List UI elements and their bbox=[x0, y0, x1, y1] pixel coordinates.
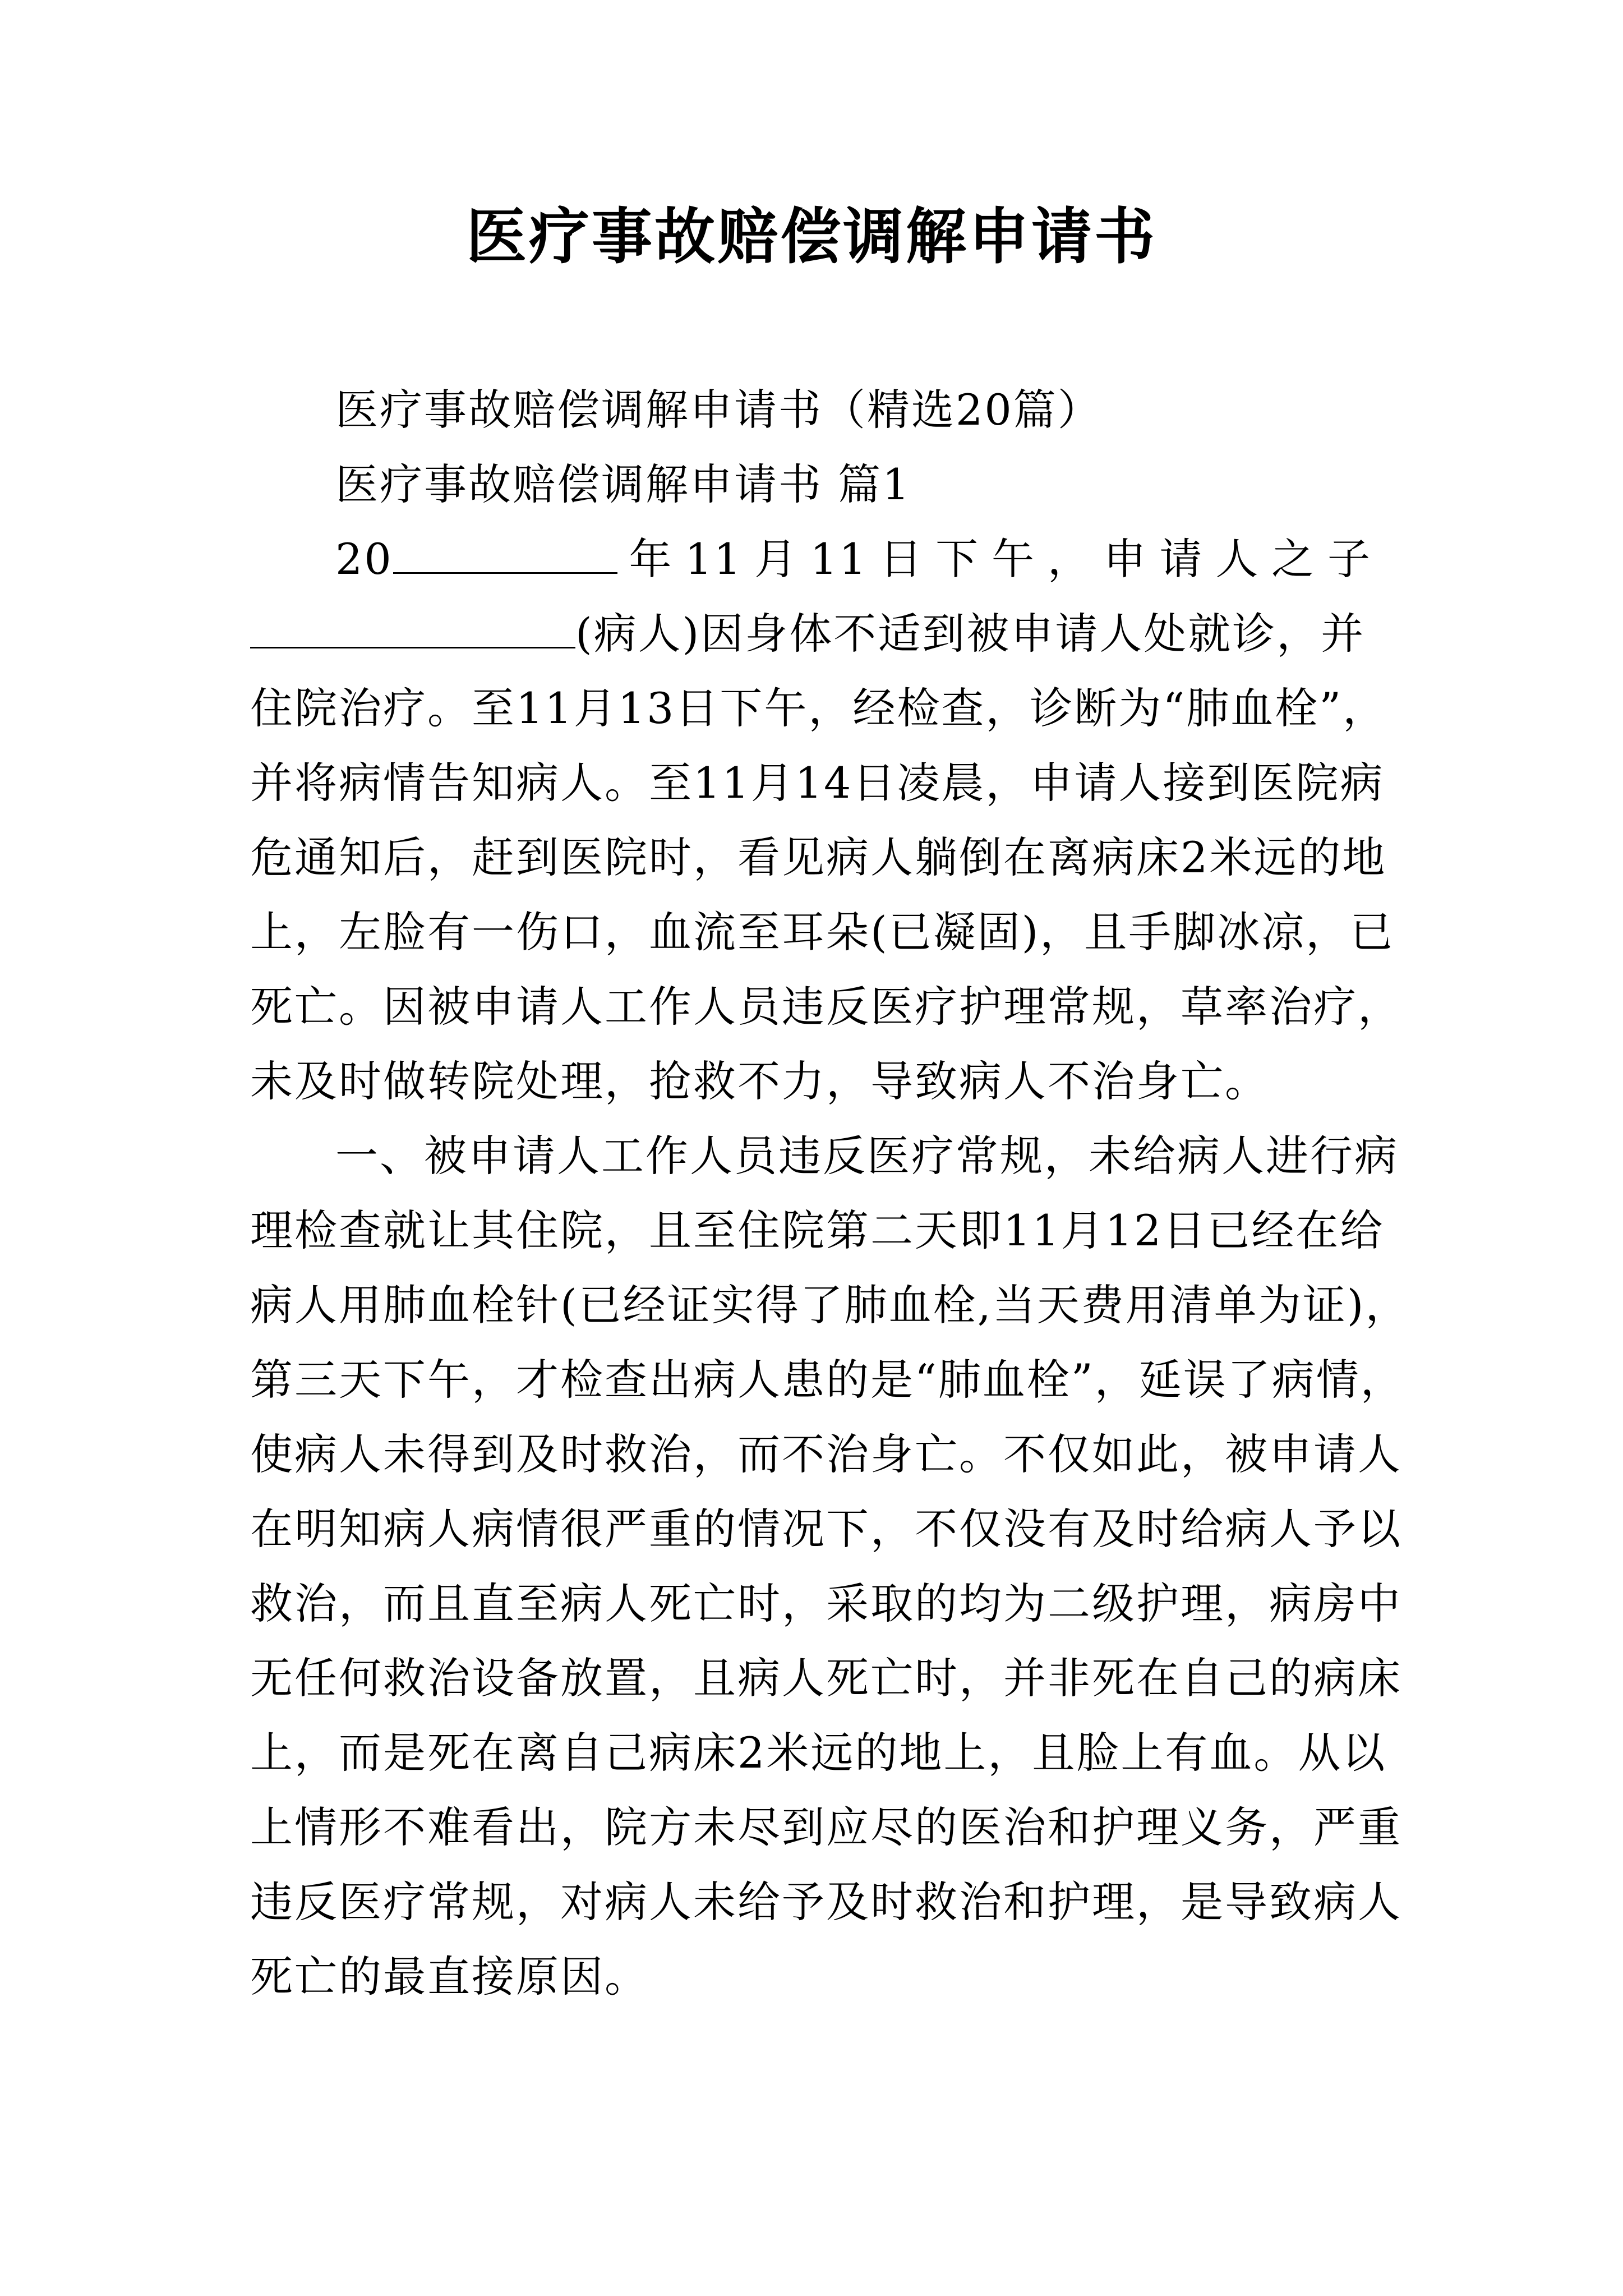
document-subtitle: 医疗事故赔偿调解申请书（精选20篇） bbox=[335, 385, 1102, 435]
paragraph-line: 无任何救治设备放置，且病人死亡时，并非死在自己的病床 bbox=[250, 1653, 1402, 1703]
paragraph-line: 住院治疗。至11月13日下午，经检查，诊断为“肺血栓”， bbox=[250, 683, 1387, 733]
patient-text: (病人)因身体不适到被申请人处就诊，并 bbox=[575, 609, 1366, 659]
paragraph-line: 使病人未得到及时救治，而不治身亡。不仅如此，被申请人 bbox=[250, 1429, 1402, 1479]
paragraph-1-line-2 bbox=[250, 596, 1372, 671]
paragraph-line: 上情形不难看出，院方未尽到应尽的医治和护理义务，严重 bbox=[250, 1802, 1402, 1852]
paragraph-line: 未及时做转院处理，抢救不力，导致病人不治身亡。 bbox=[250, 1056, 1269, 1106]
paragraph-line: 在明知病人病情很严重的情况下，不仅没有及时给病人予以 bbox=[250, 1504, 1402, 1554]
paragraph-line: 病人用肺血栓针(已经证实得了肺血栓,当天费用清单为证)， bbox=[250, 1280, 1410, 1330]
paragraph-line: 死亡的最直接原因。 bbox=[250, 1952, 649, 2001]
paragraph-line: 理检查就让其住院，且至住院第二天即11月12日已经在给 bbox=[250, 1205, 1385, 1255]
document-body bbox=[250, 372, 1410, 2014]
paragraph-line: 死亡。因被申请人工作人员违反医疗护理常规，草率治疗， bbox=[250, 982, 1402, 1032]
year-prefix: 20 bbox=[335, 534, 393, 584]
blank-patient-name-field bbox=[250, 611, 575, 648]
paragraph-1-line-1 bbox=[250, 522, 1372, 596]
paragraph-line: 危通知后，赶到医院时，看见病人躺倒在离病床2米远的地 bbox=[250, 832, 1387, 882]
paragraph-line: 违反医疗常规，对病人未给予及时救治和护理，是导致病人 bbox=[250, 1877, 1402, 1927]
paragraph-line: 第三天下午，才检查出病人患的是“肺血栓”，延误了病情， bbox=[250, 1355, 1405, 1405]
paragraph-line: 并将病情告知病人。至11月14日凌晨，申请人接到医院病 bbox=[250, 758, 1385, 808]
paragraph-line: 一、被申请人工作人员违反医疗常规，未给病人进行病 bbox=[335, 1131, 1399, 1181]
paragraph-line: 上，而是死在离自己病床2米远的地上，且脸上有血。从以 bbox=[250, 1728, 1387, 1778]
document-title: 医疗事故赔偿调解申请书 bbox=[465, 201, 1157, 272]
blank-year-field bbox=[393, 536, 617, 574]
paragraph-line: 救治，而且直至病人死亡时，采取的均为二级护理，病房中 bbox=[250, 1579, 1402, 1628]
section-heading: 医疗事故赔偿调解申请书 篇1 bbox=[335, 459, 911, 509]
date-text: 年11月11日下午，申请人之子 bbox=[617, 534, 1372, 584]
paragraph-line: 上，左脸有一伤口，血流至耳朵(已凝固)，且手脚冰凉，已 bbox=[250, 907, 1395, 957]
